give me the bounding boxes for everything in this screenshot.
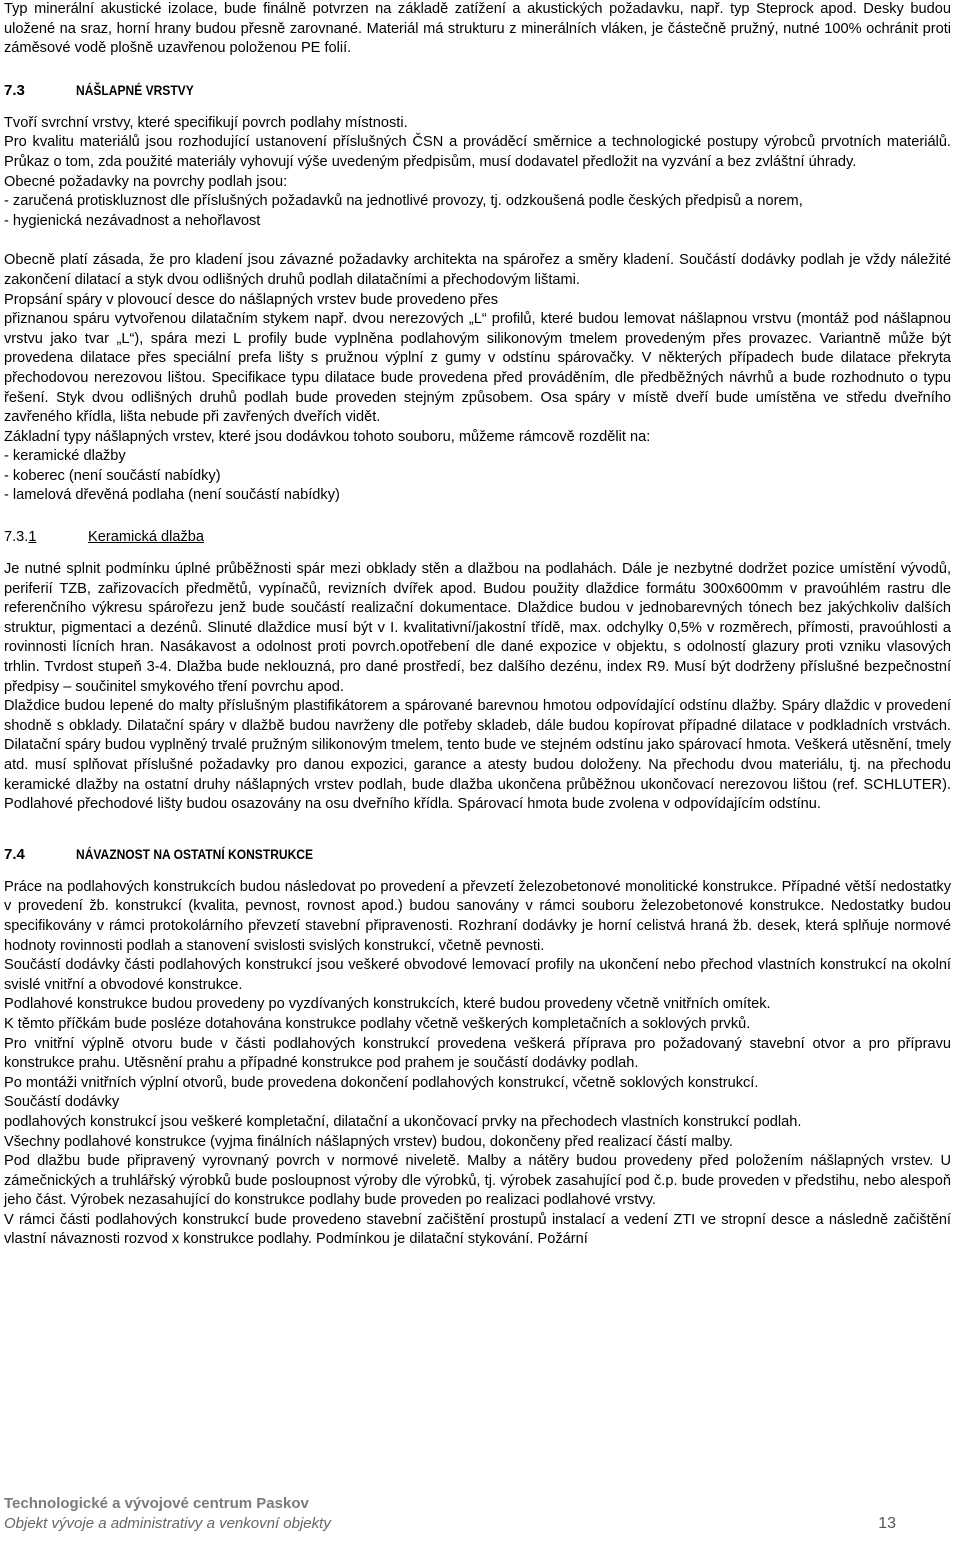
page-footer xyxy=(4,1494,896,1534)
list-item: - hygienická nezávadnost a nehořlavost xyxy=(4,212,261,229)
paragraph: Dlaždice budou lepené do malty příslušným plastifikátorem a spárované barevnou hmotou odpovídající odstínu dlažby. Spáry dlaždic v provedení shodně s obklady. Dilatační spáry v dlažbě budou navrženy dle potřeby skladeb, dále budou kopírovat případné dilatace v podkladních vrstvách. Dilatační spáry budou vyplněný trvalé pružným silikonovým tmelem, tento bude ve stejném odstínu jako spárovací hmota. Veškerá utěsnění, tmely atd. musí splňovat příslušné požadavky pro danou expozici, garance a atesty budou doloženy. Na přechodu dvou materiálu, tj. na přechodu keramické dlažby na ostatní druhy nášlapných vrstev podlah, bude dlažba ukončena průběžnou ukončovací nerezovou lištou (ref. SCHLUTER). Podlahové přechodové lišty budou osazovány na osu dveřního křídla. Spárovací hmota bude zvolena v odpovídajícím odstínu. xyxy=(4,698,951,813)
paragraph: Součástí dodávky části podlahových konstrukcí jsou veškeré obvodové lemovací profily na ukončení nebo přechod vlastních konstrukcí na okolní svislé vnitřní a obvodové konstrukce. xyxy=(4,957,951,993)
subsection-number xyxy=(4,526,88,548)
section-heading-7-3 xyxy=(4,79,951,102)
paragraph: Pro kvalitu materiálů jsou rozhodující ustanovení příslušných ČSN a prováděcí směrnice a technologické postupy výrobců prvotních materiálů. Průkaz o tom, zda použité materiály vyhovují výše uvedeným předpisům, musí dodavatel předložit na vyzvání a bez zvláštní úhrady. xyxy=(4,134,951,170)
paragraph: Součástí dodávky xyxy=(4,1094,120,1111)
paragraph: Je nutné splnit podmínku úplné průběžnosti spár mezi obklady stěn a dlažbou na podlahách. Dále je nezbytné dodržet pozice umístění vývodů, periferií TZB, zařizovacích předmětů, vypínačů, revizních dvířek apod. Budou použity dlaždice formátu 300x600mm v pravoúhlém rastru dle referenčního výkresu spárořezu jenž bude součástí realizační dokumentace. Dlaždice budou v jednobarevných tónech bez jakýchkoliv dalších struktur, pigmentaci a dezénů. Slinuté dlaždice musí být v I. kvalitativní/jakostní třídě, max. odchylky 0,5% v rozměrech, přímosti, pravoúhlosti a rovinnosti lícních hran. Nasákavost a odolnost proti povrch.opotřebení dle dané expozice v objektu, s odolností glazury proti vzniku vlasových trhlin. Tvrdost stupeň 3-4. Dlažba bude neklouzná, pro dané prostředí, bez dalšího dezénu, index R9. Musí být dodrženy příslušné bezpečnostní předpisy – součinitel smykového tření povrchu apod. xyxy=(4,561,951,695)
paragraph: Pod dlažbu bude připravený vyrovnaný povrch v normové niveletě. Malby a nátěry budou provedeny před položením nášlapných vrstev. U zámečnických a truhlářský výrobků bude posloupnost výroby dle výrobků, tj. výrobek zasahující pod č.p. bude proveden v předstihu, nebo alespoň jeho část. Výrobek nezasahující do konstrukce podlahy bude proveden po realizaci podlahové vrstvy. xyxy=(4,1153,951,1209)
list-item: - zaručená protiskluznost dle příslušných požadavků na jednotlivé provozy, tj. odzkoušená podle českých předpisů a norem, xyxy=(4,193,803,210)
list-item: - koberec (není součástí nabídky) xyxy=(4,467,221,484)
section-title: NÁVAZNOST NA OSTATNÍ KONSTRUKCE xyxy=(76,845,314,862)
paragraph: Po montáži vnitřních výplní otvorů, bude provedena dokončení podlahových konstrukcí, včetně soklových konstrukcí. xyxy=(4,1074,759,1091)
subsection-number-suffix: 1 xyxy=(28,529,37,546)
list-item: - lamelová dřevěná podlaha (není součástí nabídky) xyxy=(4,487,340,504)
subsection-number-prefix: 7.3. xyxy=(4,529,29,546)
intro-paragraph: Typ minerální akustické izolace, bude finálně potvrzen na základě zatížení a akustických požadavku, např. typ Steprock apod. Desky budou uložené na sraz, horní hrany budou přesně zarovnané. Materiál má strukturu z minerálních vláken, je částečně pružný, nutné 100% ochránit proti záměsové vodě plošně uzavřenou položenou PE folií. xyxy=(4,1,951,57)
page-number: 13 xyxy=(878,1515,896,1532)
paragraph: Podlahové konstrukce budou provedeny po vyzdívaných konstrukcích, které budou provedeny včetně vnitřních omítek. xyxy=(4,996,771,1013)
section-title: NÁŠLAPNÉ VRSTVY xyxy=(76,81,194,98)
list-item: - keramické dlažby xyxy=(4,448,126,465)
paragraph: Tvoří svrchní vrstvy, které specifikují povrch podlahy místnosti. xyxy=(4,114,408,131)
paragraph: Práce na podlahových konstrukcích budou následovat po provedení a převzetí železobetonové monolitické konstrukce. Případné větší nedostatky v provedení žb. konstrukcí (kvalita, pevnost, rovnost apod.) budou sanovány v rámci souboru železobetonové konstrukce. Nedostatky budou specifikovány v rámci protokolárního převzetí stavební připravenosti. Rozhraní dodávky je horní celistvá hraná žb. desek, která splňuje normové hodnoty rovinnosti podlah a stanovení svislosti svislých konstrukcí, včetně pevnosti. xyxy=(4,878,951,954)
subsection-heading-7-3-1 xyxy=(4,526,951,548)
paragraph: Základní typy nášlapných vrstev, které jsou dodávkou tohoto souboru, můžeme rámcově rozdělit na: xyxy=(4,428,651,445)
paragraph: přiznanou spáru vytvořenou dilatačním stykem např. dvou nerezových „L“ profilů, které budou lemovat nášlapnou vrstvu (montáž pod nášlapnou vrstvu jako tvar „L“), spára mezi L profily bude vyplněna podlahovým silikonovým tmelem provedeným přes provazec. Variantně může být provedena dilatace přes speciální prefa lišty s pružnou výplní z gumy v odstínu spárovačky. V některých případech bude dilatace překryta přechodovou nerezovou lištou. Specifikace typu dilatace bude provedena před prováděním, dle předběžných návrhů a bude rozhodnuto o typu řešení. Styk dvou odlišných druhů podlah bude proveden stejným způsobem. Osa spáry v místě dveří bude umístěna ve středu dveřního zavřeného křídla, lišta nebude při zavřených dveřích vidět. xyxy=(4,311,951,426)
paragraph: Všechny podlahové konstrukce (vyjma finálních nášlapných vrstev) budou, dokončeny před realizací částí malby. xyxy=(4,1133,733,1150)
paragraph: Pro vnitřní výplně otvoru bude v části podlahových konstrukcí provedena veškerá příprava pro požadovaný stavební otvor a pro přípravu konstrukce prahu. Utěsnění prahu a případné konstrukce pod prahem je součástí dodávky podlah. xyxy=(4,1035,951,1072)
paragraph: V rámci části podlahových konstrukcí bude provedeno stavební začištění prostupů instalací a vedení ZTI ve stropní desce a následně začištění vlastní návaznosti rozvod x konstrukce podlahy. Podmínkou je dilatační stykování. Požární xyxy=(4,1211,951,1248)
section-heading-7-4 xyxy=(4,843,951,866)
paragraph: Obecně platí zásada, že pro kladení jsou závazné požadavky architekta na spárořez a směry kladení. Součástí dodávky podlah je vždy náležité zakončení dilatací a styk dvou odlišných druhů podlah dilatačními a přechodovým lištami. xyxy=(4,252,951,288)
paragraph: Obecné požadavky na povrchy podlah jsou: xyxy=(4,173,288,190)
paragraph: podlahových konstrukcí jsou veškeré kompletační, dilatační a ukončovací prvky na přechodech vlastních konstrukcí podlah. xyxy=(4,1113,802,1130)
subsection-title: Keramická dlažba xyxy=(88,529,204,546)
footer-company: Technologické a vývojové centrum Paskov xyxy=(4,1495,309,1512)
section-number: 7.3 xyxy=(4,81,25,99)
section-number: 7.4 xyxy=(4,845,25,863)
footer-project: Objekt vývoje a administrativy a venkovní objekty xyxy=(4,1515,331,1532)
footer-row xyxy=(4,1514,896,1534)
paragraph: Propsání spáry v plovoucí desce do nášlapných vrstev bude provedeno přes xyxy=(4,291,499,308)
paragraph: K těmto příčkám bude posléze dotahována konstrukce podlahy včetně veškerých kompletačních a soklových prvků. xyxy=(4,1015,751,1032)
page-content xyxy=(4,0,951,1250)
